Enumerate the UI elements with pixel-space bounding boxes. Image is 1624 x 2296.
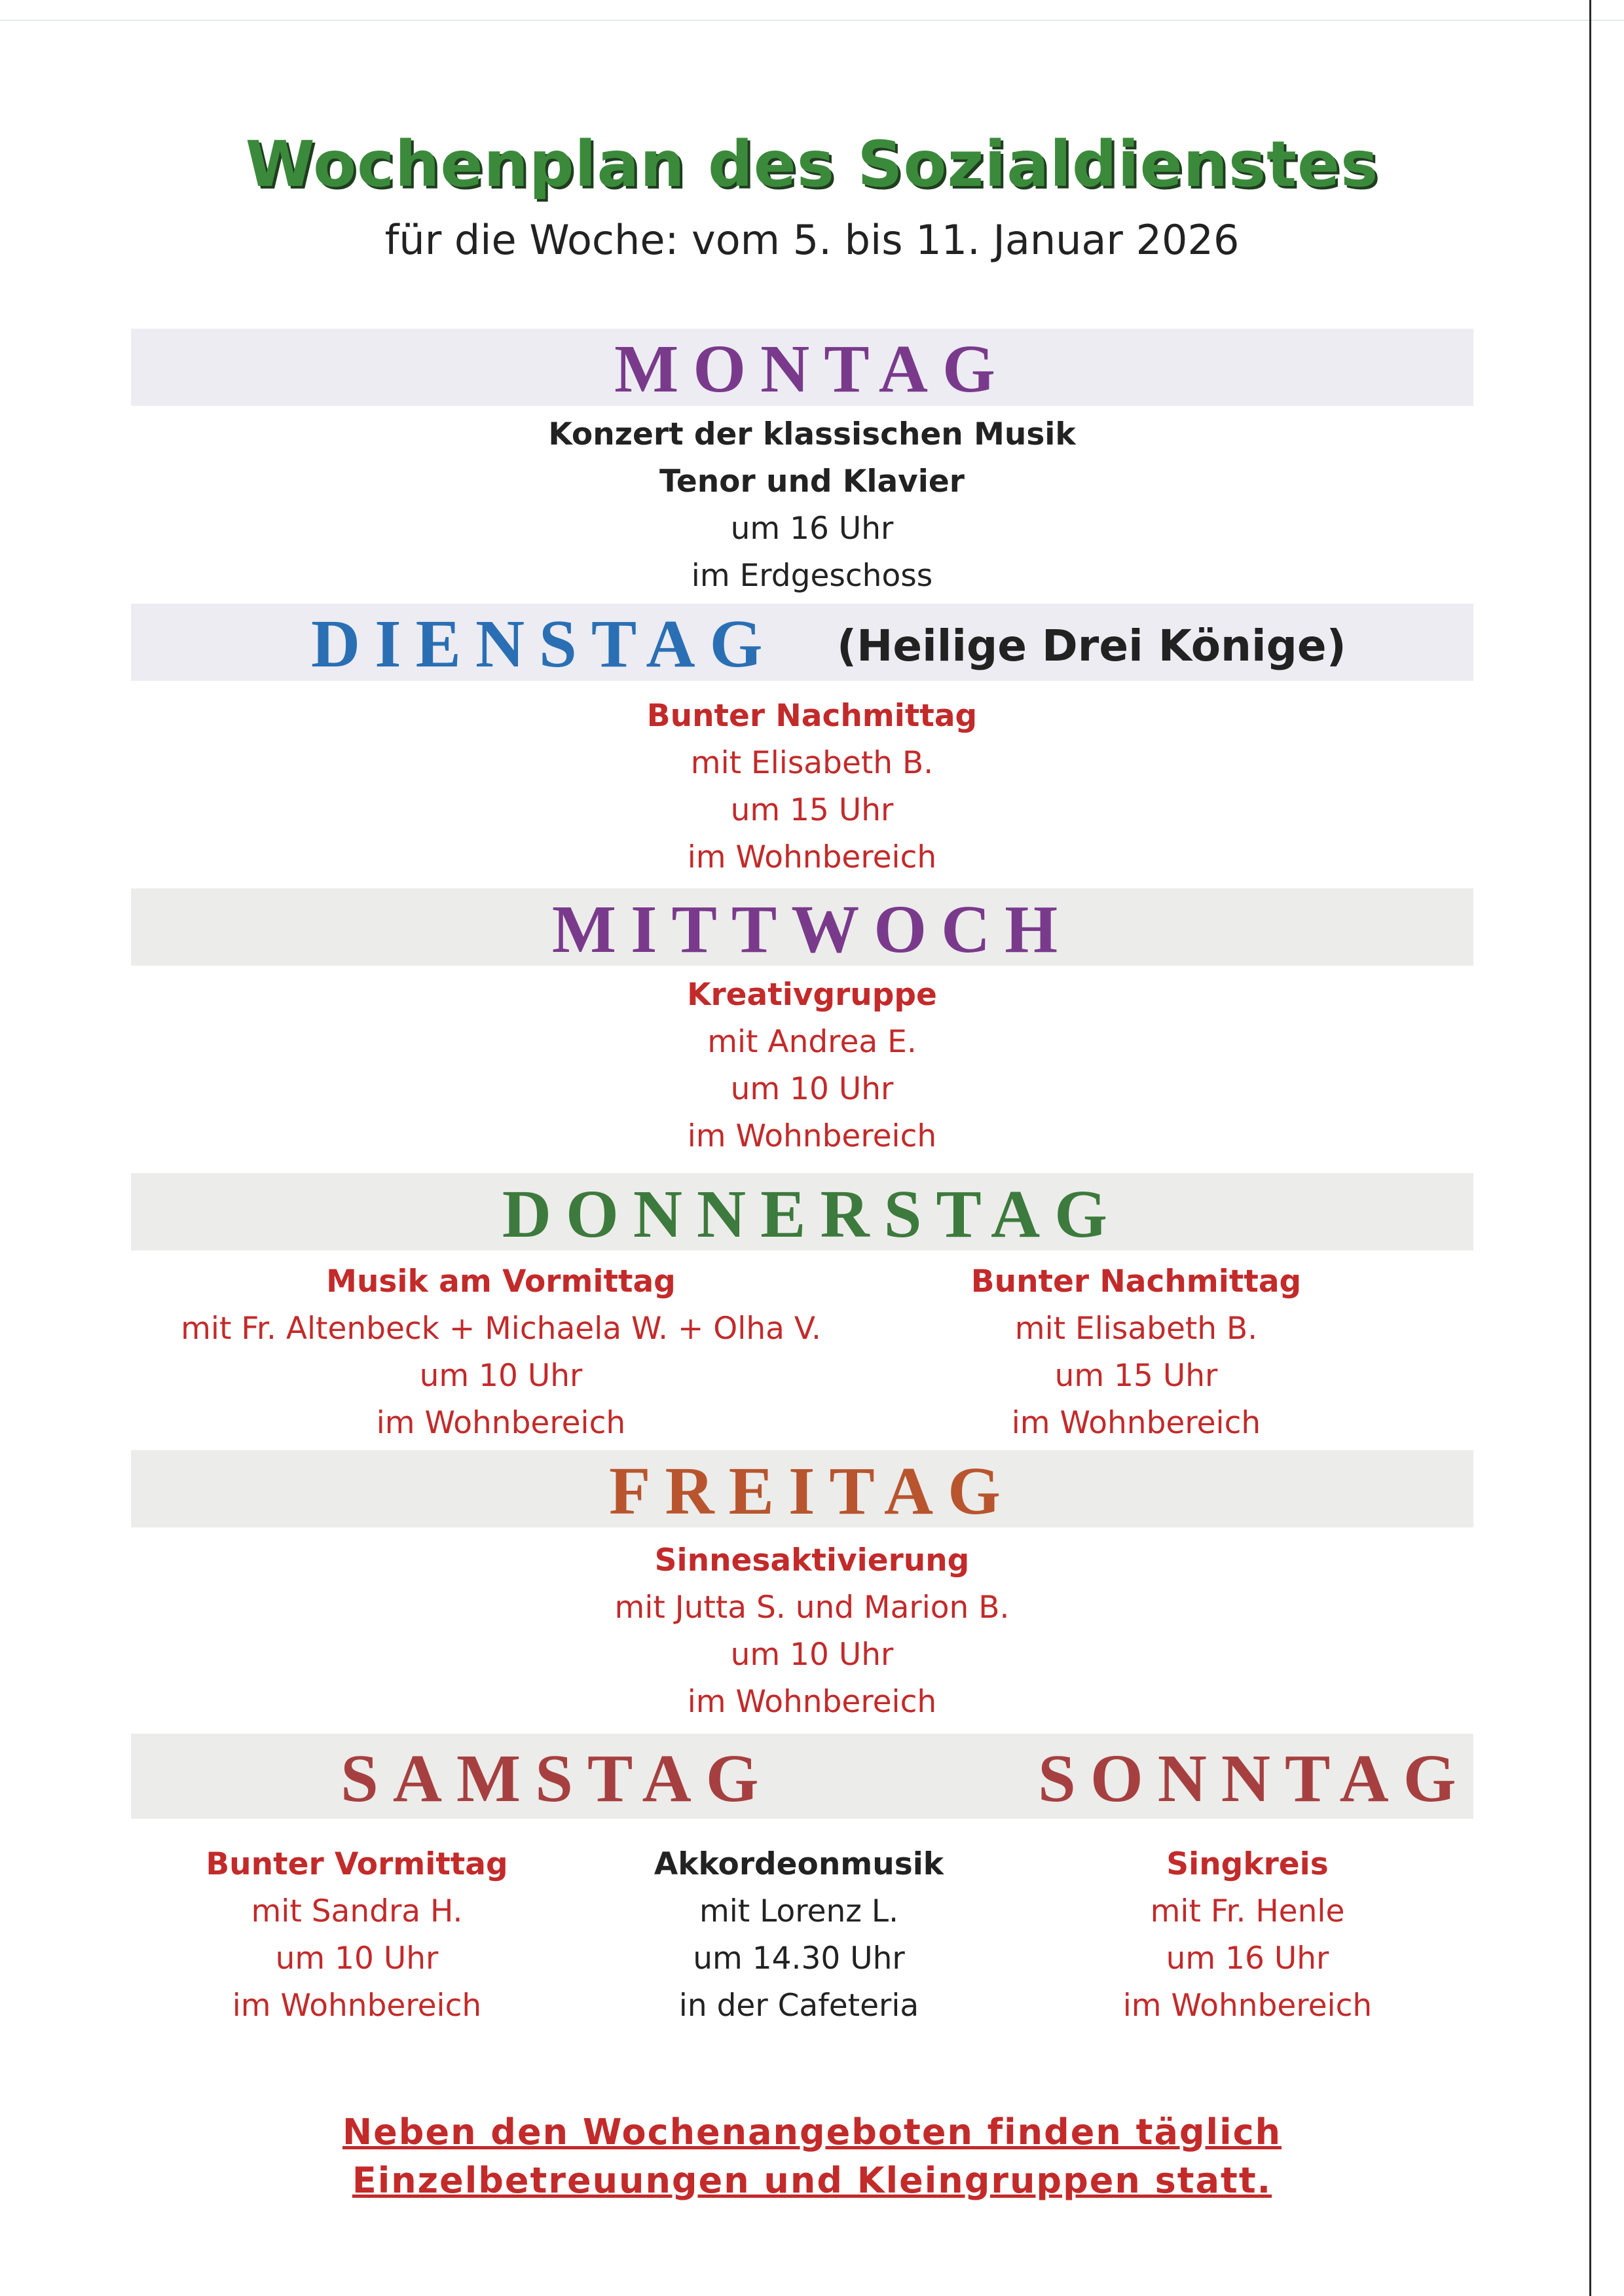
page-title: Wochenplan des Sozialdienstes — [245, 128, 1379, 201]
event-mittwoch — [0, 972, 1624, 1160]
event-montag — [0, 411, 1624, 600]
event-place: im Wohnbereich — [687, 1118, 937, 1154]
holiday-note: (Heilige Drei Könige) — [837, 621, 1346, 671]
event-place: im Erdgeschoss — [691, 558, 933, 594]
event-place: im Wohnbereich — [1122, 1988, 1373, 2024]
day-heading-donnerstag: DONNERSTAG — [502, 1176, 1122, 1252]
event-title: Bunter Nachmittag — [970, 1264, 1302, 1300]
page-top-rule — [0, 20, 1624, 21]
event-title: Bunter Nachmittag — [646, 698, 978, 734]
event-place: im Wohnbereich — [687, 1684, 937, 1720]
event-title: Kreativgruppe — [687, 977, 937, 1013]
event-title: Akkordeonmusik — [654, 1846, 944, 1882]
event-time: um 10 Uhr — [730, 1071, 894, 1107]
event-host: mit Jutta S. und Marion B. — [614, 1590, 1010, 1626]
day-heading-montag: MONTAG — [614, 331, 1010, 407]
event-place: im Wohnbereich — [376, 1405, 626, 1441]
event-place: im Wohnbereich — [687, 839, 937, 875]
event-place: im Wohnbereich — [1011, 1405, 1261, 1441]
event-time: um 10 Uhr — [275, 1941, 439, 1977]
event-host: mit Sandra H. — [251, 1893, 463, 1929]
event-host: mit Elisabeth B. — [1014, 1311, 1258, 1347]
footer-note — [0, 2108, 1624, 2205]
event-host: mit Andrea E. — [707, 1024, 917, 1060]
event-time: um 15 Uhr — [1054, 1358, 1218, 1394]
event-time: um 15 Uhr — [730, 792, 894, 828]
day-heading-sonntag: SONNTAG — [1038, 1741, 1471, 1816]
event-samstag-afternoon — [602, 1841, 995, 2030]
event-title: Singkreis — [1166, 1846, 1329, 1882]
event-time: um 10 Uhr — [419, 1358, 583, 1394]
event-samstag-morning — [164, 1841, 550, 2030]
event-freitag — [0, 1537, 1624, 1726]
event-donnerstag-morning — [98, 1258, 904, 1447]
event-title: Musik am Vormittag — [326, 1264, 676, 1300]
event-time: um 10 Uhr — [730, 1637, 894, 1673]
event-time: um 14.30 Uhr — [693, 1941, 905, 1977]
event-host: mit Fr. Altenbeck + Michaela W. + Olha V. — [181, 1311, 821, 1347]
day-heading-mittwoch: MITTWOCH — [551, 892, 1073, 967]
event-place: im Wohnbereich — [232, 1988, 482, 2024]
day-heading-dienstag: DIENSTAG — [311, 606, 777, 682]
week-range: für die Woche: vom 5. bis 11. Januar 2026 — [384, 216, 1240, 264]
event-host: mit Lorenz L. — [699, 1893, 899, 1929]
event-place: in der Cafeteria — [678, 1988, 919, 2024]
event-title: Konzert der klassischen Musik — [548, 416, 1076, 452]
event-time: um 16 Uhr — [730, 511, 894, 547]
event-host: mit Fr. Henle — [1150, 1893, 1345, 1929]
event-sonntag — [1054, 1841, 1441, 2030]
event-subtitle: Tenor und Klavier — [659, 464, 965, 500]
footer-note-line-1: Neben den Wochenangeboten finden täglich — [342, 2111, 1282, 2153]
day-heading-freitag: FREITAG — [608, 1453, 1016, 1529]
day-heading-samstag: SAMSTAG — [341, 1741, 773, 1816]
event-title: Bunter Vormittag — [206, 1846, 508, 1882]
event-title: Sinnesaktivierung — [654, 1542, 970, 1578]
event-host: mit Elisabeth B. — [690, 745, 934, 781]
event-donnerstag-afternoon — [936, 1258, 1336, 1447]
footer-note-line-2: Einzelbetreuungen und Kleingruppen statt. — [352, 2160, 1272, 2201]
event-time: um 16 Uhr — [1166, 1941, 1329, 1977]
event-dienstag — [0, 693, 1624, 881]
